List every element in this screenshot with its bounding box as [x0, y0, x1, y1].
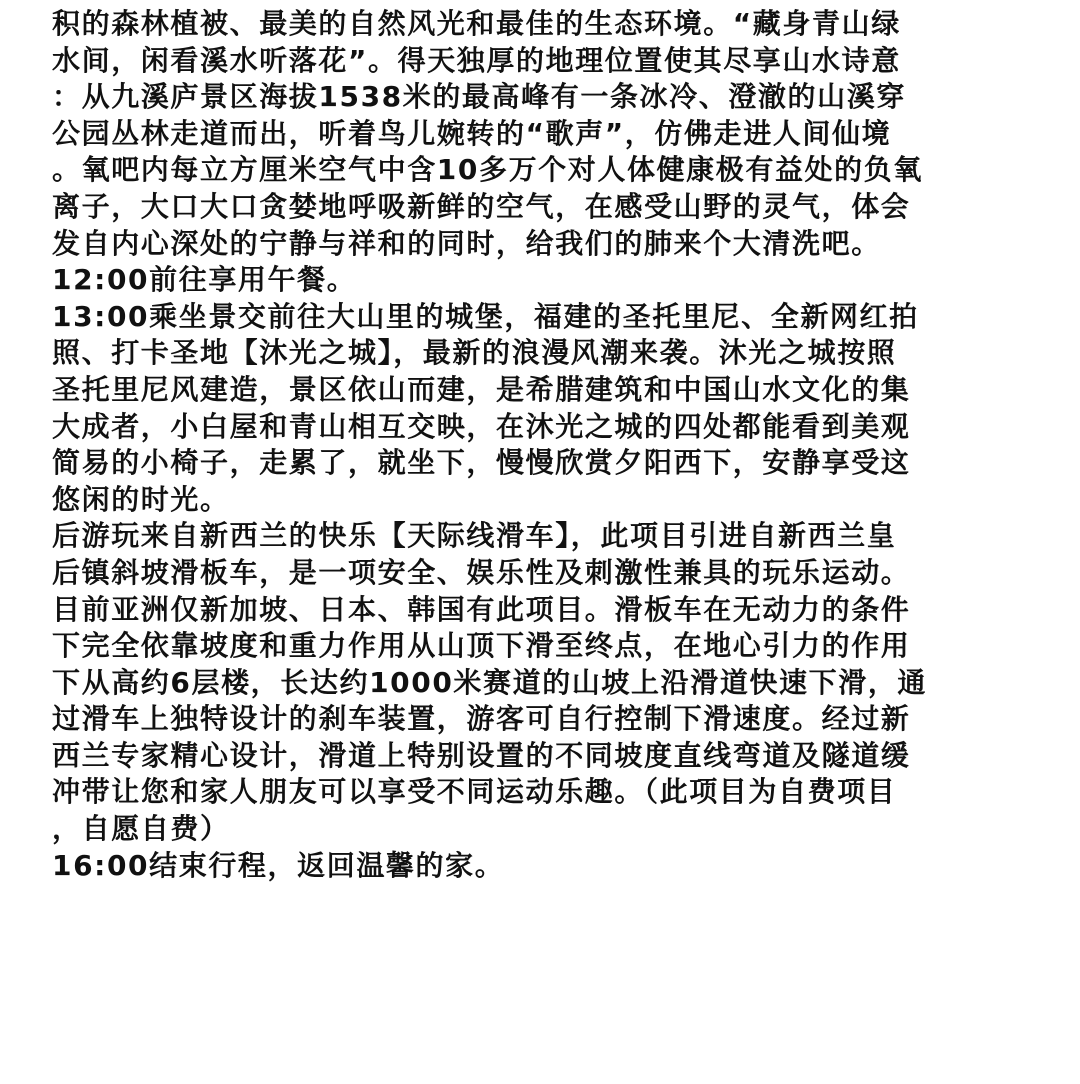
text-line: 西兰专家精心设计，滑道上特别设置的不同坡度直线弯道及隧道缓 [52, 738, 911, 772]
text-line: 下完全依靠坡度和重力作用从山顶下滑至终点，在地心引力的作用 [52, 629, 911, 663]
text-line: ，自愿自费） [52, 812, 230, 846]
text-line: 目前亚洲仅新加坡、日本、韩国有此项目。滑板车在无动力的条件 [52, 592, 911, 626]
text-line: 公园丛林走道而出，听着鸟儿婉转的“歌声”，仿佛走进人间仙境 [52, 116, 892, 150]
text-line: 大成者，小白屋和青山相互交映，在沐光之城的四处都能看到美观 [52, 409, 911, 443]
text-line: 。氧吧内每立方厘米空气中含10多万个对人体健康极有益处的负氧 [52, 153, 923, 187]
schedule-line-1300: 13:00乘坐景交前往大山里的城堡，福建的圣托里尼、全新网红拍 [52, 299, 919, 333]
schedule-line-1600: 16:00结束行程，返回温馨的家。 [52, 848, 505, 882]
text-line: 过滑车上独特设计的刹车装置，游客可自行控制下滑速度。经过新 [52, 702, 911, 736]
text-line: 后游玩来自新西兰的快乐【天际线滑车】，此项目引进自新西兰皇 [52, 519, 897, 553]
text-line: 圣托里尼风建造，景区依山而建，是希腊建筑和中国山水文化的集 [52, 372, 911, 406]
text-line: 积的森林植被、最美的自然风光和最佳的生态环境。“藏身青山绿 [52, 7, 901, 40]
text-line: 发自内心深处的宁静与祥和的同时，给我们的肺来个大清洗吧。 [52, 226, 881, 260]
text-line: 简易的小椅子，走累了，就坐下，慢慢欣赏夕阳西下，安静享受这 [52, 446, 911, 480]
text-line: 后镇斜坡滑板车，是一项安全、娱乐性及刺激性兼具的玩乐运动。 [52, 555, 911, 589]
itinerary-text-block [52, 6, 1052, 884]
text-line: 冲带让您和家人朋友可以享受不同运动乐趣。（此项目为自费项目 [52, 775, 897, 809]
text-line: 悠闲的时光。 [52, 482, 230, 516]
text-line: 照、打卡圣地【沐光之城】，最新的浪漫风潮来袭。沐光之城按照 [52, 336, 897, 370]
text-line: ：从九溪庐景区海拔1538米的最高峰有一条冰冷、澄澈的山溪穿 [52, 80, 906, 114]
text-line: 离子，大口大口贪婪地呼吸新鲜的空气，在感受山野的灵气，体会 [52, 189, 911, 223]
text-line: 水间，闲看溪水听落花”。得天独厚的地理位置使其尽享山水诗意 [52, 43, 901, 77]
text-line: 下从高约6层楼，长达约1000米赛道的山坡上沿滑道快速下滑，通 [52, 665, 928, 699]
schedule-line-1200: 12:00前往享用午餐。 [52, 263, 357, 297]
